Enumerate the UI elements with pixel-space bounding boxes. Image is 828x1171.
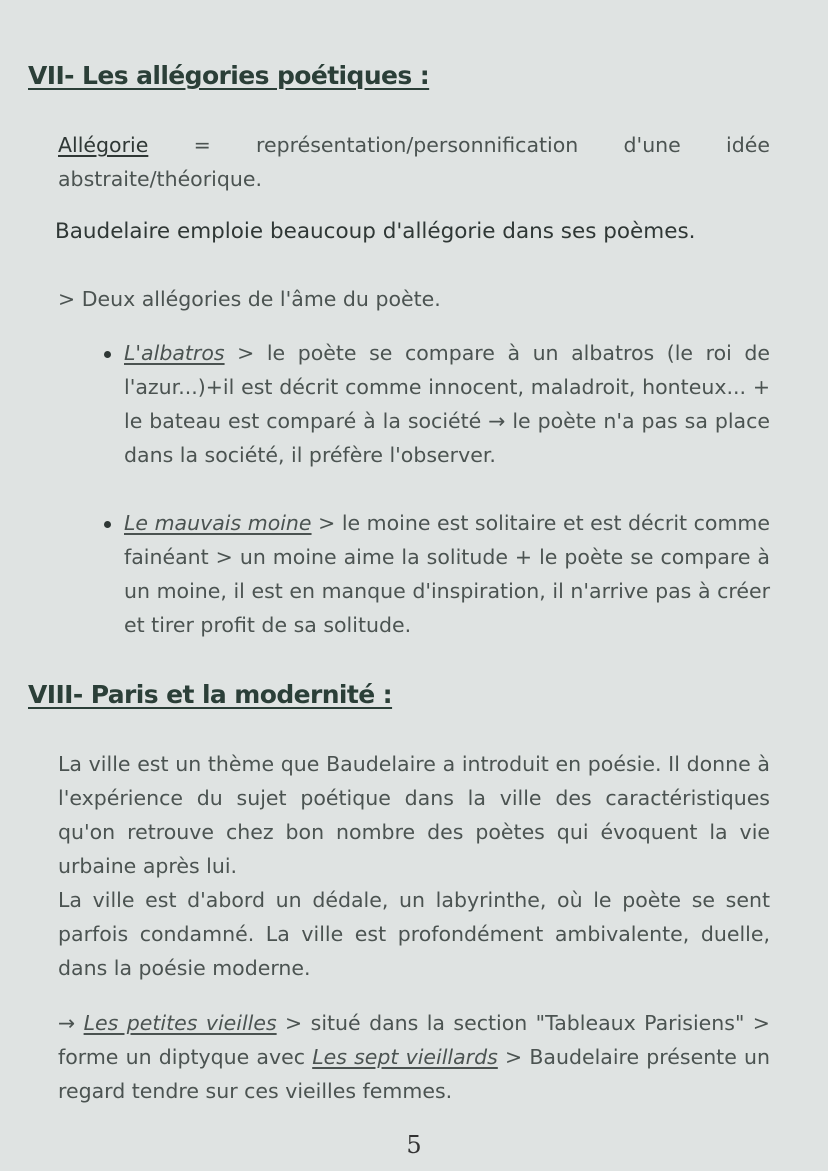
- allegory-statement: Baudelaire emploie beaucoup d'allégorie dans ses poèmes.: [55, 219, 696, 244]
- definition-term: Allégorie: [58, 133, 149, 157]
- paragraph-3-middle: > situé dans la section "Tableaux Parisiens" > forme un diptyque avec: [58, 1011, 770, 1069]
- work-title-albatros: L'albatros: [124, 341, 225, 365]
- bullet-moine-text: > le moine est solitaire et est décrit comme fainéant > un moine aime la solitude + le poète se compare à un moine, il est en manque d'inspiration, il n'arrive pas à créer et tirer profit de sa solitude.: [124, 511, 770, 637]
- allegory-intro: > Deux allégories de l'âme du poète.: [58, 287, 441, 311]
- bullet-dot: [104, 351, 111, 358]
- bullet-dot: [104, 521, 111, 528]
- paris-paragraph-2: La ville est d'abord un dédale, un labyrinthe, où le poète se sent parfois condamné. La ville est profondément ambivalente, duelle, dans la poésie moderne.: [58, 888, 770, 980]
- definition-text: = représentation/personnification d'une idée abstraite/théorique.: [58, 133, 770, 191]
- bullet-albatros: [124, 336, 770, 472]
- bullet-albatros-text: > le poète se compare à un albatros (le roi de l'azur...)+il est décrit comme innocent, maladroit, honteux... + le bateau est comparé à la société → le poète n'a pas sa place dans la société, il préfère l'observer.: [124, 341, 770, 467]
- bullet-mauvais-moine: [124, 506, 770, 642]
- paris-paragraph-3: [58, 1006, 770, 1108]
- work-title-mauvais-moine: Le mauvais moine: [124, 511, 312, 535]
- work-title-sept-vieillards: Les sept vieillards: [312, 1045, 498, 1069]
- page-number: 5: [406, 1131, 422, 1159]
- paris-paragraph-1: La ville est un thème que Baudelaire a introduit en poésie. Il donne à l'expérience du sujet poétique dans la ville des caractéristiques qu'on retrouve chez bon nombre des poètes qui évoquent la vie urbaine après lui.: [58, 752, 770, 878]
- paragraph-3-end: > Baudelaire présente un regard tendre sur ces vieilles femmes.: [58, 1045, 770, 1103]
- allegory-definition: [58, 128, 770, 196]
- section-7-title: VII- Les allégories poétiques :: [28, 61, 430, 90]
- work-title-petites-vieilles: Les petites vieilles: [83, 1011, 277, 1035]
- section-8-title: VIII- Paris et la modernité :: [28, 680, 393, 709]
- arrow-icon: →: [58, 1011, 84, 1035]
